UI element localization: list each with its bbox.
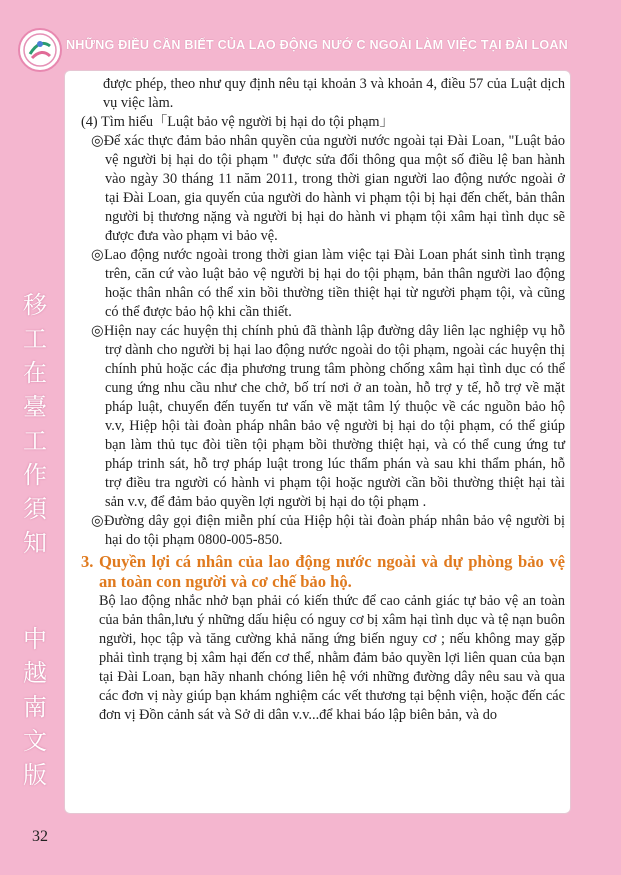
side-char: 移 <box>23 291 47 319</box>
bullet-item: ◎Để xác thực đảm bảo nhân quyền của người nước ngoài tại Đài Loan, "Luật bảo vệ người bị hại do tội phạm " được sửa đổi thông qua một số điều lệ ban hành vào ngày 30 tháng 11 năm 2011, trong thời gian người lao động nước ngoài ở tại Đài Loan, gia quyến của người do hành vi phạm tội bị hại đến chết, bản thân người bị thương nặng và người bị hại do hành vi phạm tội xâm hại tình dục sẽ được đưa vào phạm vi bảo vệ. <box>91 133 565 244</box>
side-char: 工 <box>23 427 47 455</box>
bullet-item: ◎Đường dây gọi điện miễn phí của Hiệp hội tài đoàn pháp nhân bảo vệ người bị hại do tội phạm 0800-005-850. <box>91 513 565 548</box>
section-3-heading: 3. Quyền lợi cá nhân của lao động nước ngoài và dự phòng bảo vệ an toàn con người và cơ chế bảo hộ. <box>81 552 565 591</box>
side-char: 臺 <box>23 393 47 421</box>
section-3-paragraph: Bộ lao động nhắc nhở bạn phải có kiến thức để cao cảnh giác tự bảo vệ an toàn của bản thân,lưu ý những dấu hiệu có nguy cơ bị xâm hại tình dục và tệ nạn buôn người, học tập và tăng cường khả năng ứng biến nguy cơ ; nếu không may gặp phải tình trạng bị xâm hại đến cơ thể, nhằm đảm bảo quyền lợi liên quan của bạn tại Đài Loan, bạn hãy nhanh chóng liên hệ với những đường dây nêu sau và qua các đơn vị này giúp bạn khám nghiệm các vết thương tại bệnh viện, hoặc đến các đơn vị Đồn cảnh sát và Sở di dân v.v...để khai báo lập biên bản, và do <box>99 593 565 723</box>
side-char: 知 <box>23 529 47 557</box>
side-char: 版 <box>23 761 47 789</box>
ministry-logo <box>18 28 62 72</box>
paragraph-continuation: được phép, theo như quy định nêu tại khoản 3 và khoản 4, điều 57 của Luật dịch vụ việc làm. <box>103 76 565 111</box>
bullet-item: ◎Hiện nay các huyện thị chính phủ đã thành lập đường dây liên lạc nghiệp vụ hỗ trợ dành cho người bị hại lao động nước ngoài do tội phạm, ngoài các huyện thị chính phủ hoặc các địa phương trung tâm phòng chống xâm hại tình dục có thể cung ứng nhu cầu như che chở, bố trí nơi ở an toàn, hỗ trợ y tế, hỗ trợ về mặt pháp luật, chuyển đến tuyến tư vấn về mặt tâm lý thuộc về các nguồn bảo hộ v.v, Hiệp hội tài đoàn pháp nhân bảo vệ người bị hại do tội phạm, có thể giúp bạn làm thủ tục đòi tiền tội phạm bồi thường thiệt hại, và có thể cung ứng tư pháp trinh sát, hỗ trợ pháp luật trong lúc thẩm phán và sau khi thẩm phán, hỗ trợ điều tra người có hành vi phạm tội hoặc người cần bồi thường thiệt hại tài sản v.v, để đảm bảo quyền lợi người bị hại do tội phạm . <box>91 323 565 510</box>
body-text <box>81 75 565 725</box>
side-char: 在 <box>23 359 47 387</box>
side-char: 中 <box>23 625 47 653</box>
page-number: 32 <box>32 828 48 845</box>
header-title: NHỮNG ĐIỀU CẦN BIẾT CỦA LAO ĐỘNG NƯỚ C NGOÀI LÀM VIỆC TẠI ĐÀI LOAN <box>66 38 568 52</box>
side-char: 作 <box>23 461 47 489</box>
side-char: 文 <box>23 727 47 755</box>
bullet-item: ◎Lao động nước ngoài trong thời gian làm việc tại Đài Loan phát sinh tình trạng trên, căn cứ vào luật bảo vệ người bị hại do tội phạm, bản thân người lao động hoặc thân nhân có thể xin bồi thường tiền thiệt hại từ người phạm tội, và cũng có thể được bảo hộ khi cần thiết. <box>91 247 565 320</box>
side-char: 工 <box>23 325 47 353</box>
content-box <box>64 70 571 814</box>
side-version-label <box>18 622 52 792</box>
side-char: 南 <box>23 693 47 721</box>
side-title-chinese <box>18 288 52 560</box>
subsection-4-title: (4) Tìm hiểu「Luật bảo vệ người bị hại do tội phạm」 <box>81 114 394 130</box>
side-char: 須 <box>23 495 47 523</box>
page-header <box>0 0 621 70</box>
side-char: 越 <box>23 659 47 687</box>
